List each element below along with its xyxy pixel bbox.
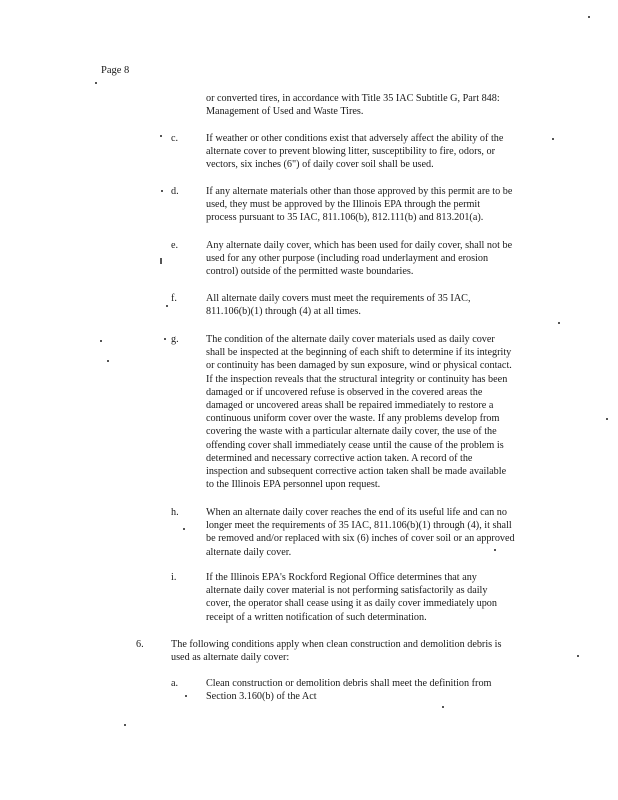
text-line: covering the waste with a particular alternate daily cover, the use of the	[206, 426, 497, 438]
text-line: The following conditions apply when clean construction and demolition debris is	[171, 639, 502, 650]
scan-speck	[164, 338, 166, 340]
list-item-text	[206, 506, 515, 559]
text-line: offending cover shall immediately cease until the cause of the problem is	[206, 439, 504, 451]
text-line: be removed and/or replaced with six (6) inches of cover soil or an approved	[206, 533, 515, 545]
text-line: If the inspection reveals that the structural integrity or continuity has been	[206, 373, 508, 385]
text-line: determined and necessary corrective action taken. A record of the	[206, 452, 473, 464]
scan-speck	[161, 190, 163, 192]
section-text	[171, 638, 501, 664]
list-item-text	[206, 571, 497, 624]
text-line: or converted tires, in accordance with Title 35 IAC Subtitle G, Part 848:	[206, 93, 500, 104]
scan-speck	[185, 695, 187, 697]
scan-speck	[124, 724, 126, 726]
text-line: receipt of a written notification of such determination.	[206, 611, 427, 623]
text-line: 811.106(b)(1) through (4) at all times.	[206, 306, 361, 318]
list-item-text	[206, 292, 471, 318]
scan-speck	[166, 305, 168, 307]
page-number: Page 8	[101, 65, 130, 76]
scan-speck	[160, 258, 162, 264]
list-item-text	[206, 333, 512, 491]
section-marker: 6.	[136, 639, 144, 650]
scan-speck	[183, 528, 185, 530]
list-marker: i.	[171, 572, 177, 583]
scan-speck	[577, 655, 579, 657]
list-marker: h.	[171, 507, 179, 518]
text-line: to the Illinois EPA personnel upon request.	[206, 479, 381, 491]
scan-speck	[442, 706, 444, 708]
text-line: Any alternate daily cover, which has been used for daily cover, shall not be	[206, 240, 513, 251]
list-item-text	[206, 132, 503, 172]
list-item-text	[206, 185, 512, 225]
text-line: alternate daily cover.	[206, 546, 292, 558]
text-line: control) outside of the permitted waste boundaries.	[206, 266, 414, 278]
text-line: All alternate daily covers must meet the requirements of 35 IAC,	[206, 293, 471, 304]
text-line: If any alternate materials other than those approved by this permit are to be	[206, 186, 513, 197]
text-line: alternate daily cover material is not performing satisfactorily as daily	[206, 585, 488, 597]
list-marker: g.	[171, 334, 179, 345]
text-line: damaged or uncovered areas shall be repaired immediately to restore a	[206, 400, 494, 412]
text-line: alternate cover to prevent blowing litter, susceptibility to fire, odors, or	[206, 146, 496, 158]
list-item-text	[206, 677, 491, 703]
scan-speck	[588, 16, 590, 18]
list-marker: a.	[171, 678, 179, 689]
text-line: Management of Used and Waste Tires.	[206, 106, 364, 118]
text-line: Clean construction or demolition debris shall meet the definition from	[206, 678, 492, 689]
list-marker: f.	[171, 293, 177, 304]
scan-speck	[494, 549, 496, 551]
text-line: inspection and subsequent corrective action taken shall be made available	[206, 466, 507, 478]
text-line: The condition of the alternate daily cover materials used as daily cover	[206, 334, 495, 345]
list-marker: e.	[171, 240, 179, 251]
text-line: Section 3.160(b) of the Act	[206, 691, 317, 703]
scan-speck	[558, 322, 560, 324]
scan-speck	[606, 418, 608, 420]
scan-speck	[100, 340, 102, 342]
continuation-paragraph	[206, 92, 500, 118]
text-line: used as alternate daily cover:	[171, 652, 290, 664]
text-line: damaged or if uncovered refuse is observed in the covered areas the	[206, 386, 483, 398]
list-item-text	[206, 239, 512, 279]
text-line: When an alternate daily cover reaches the end of its useful life and can no	[206, 507, 507, 518]
scan-speck	[95, 82, 97, 84]
scan-speck	[160, 135, 162, 137]
text-line: If the Illinois EPA's Rockford Regional Office determines that any	[206, 572, 477, 583]
text-line: longer meet the requirements of 35 IAC, 811.106(b)(1) through (4), it shall	[206, 520, 512, 532]
text-line: process pursuant to 35 IAC, 811.106(b), 812.111(b) and 813.201(a).	[206, 212, 484, 224]
text-line: cover, the operator shall cease using it as daily cover immediately upon	[206, 598, 497, 610]
scan-speck	[552, 138, 554, 140]
list-marker: c.	[171, 133, 179, 144]
text-line: continuous uniform cover over the waste. If any problems develop from	[206, 413, 500, 425]
text-line: vectors, six inches (6") of daily cover soil shall be used.	[206, 159, 434, 171]
text-line: used for any other purpose (including road underlayment and erosion	[206, 253, 489, 265]
text-line: or continuity has been damaged by sun exposure, wind or physical contact.	[206, 360, 512, 372]
scan-speck	[107, 360, 109, 362]
text-line: used, they must be approved by the Illinois EPA through the permit	[206, 199, 481, 211]
list-marker: d.	[171, 186, 179, 197]
text-line: If weather or other conditions exist that adversely affect the ability of the	[206, 133, 504, 144]
text-line: shall be inspected at the beginning of each shift to determine if its integrity	[206, 347, 512, 359]
